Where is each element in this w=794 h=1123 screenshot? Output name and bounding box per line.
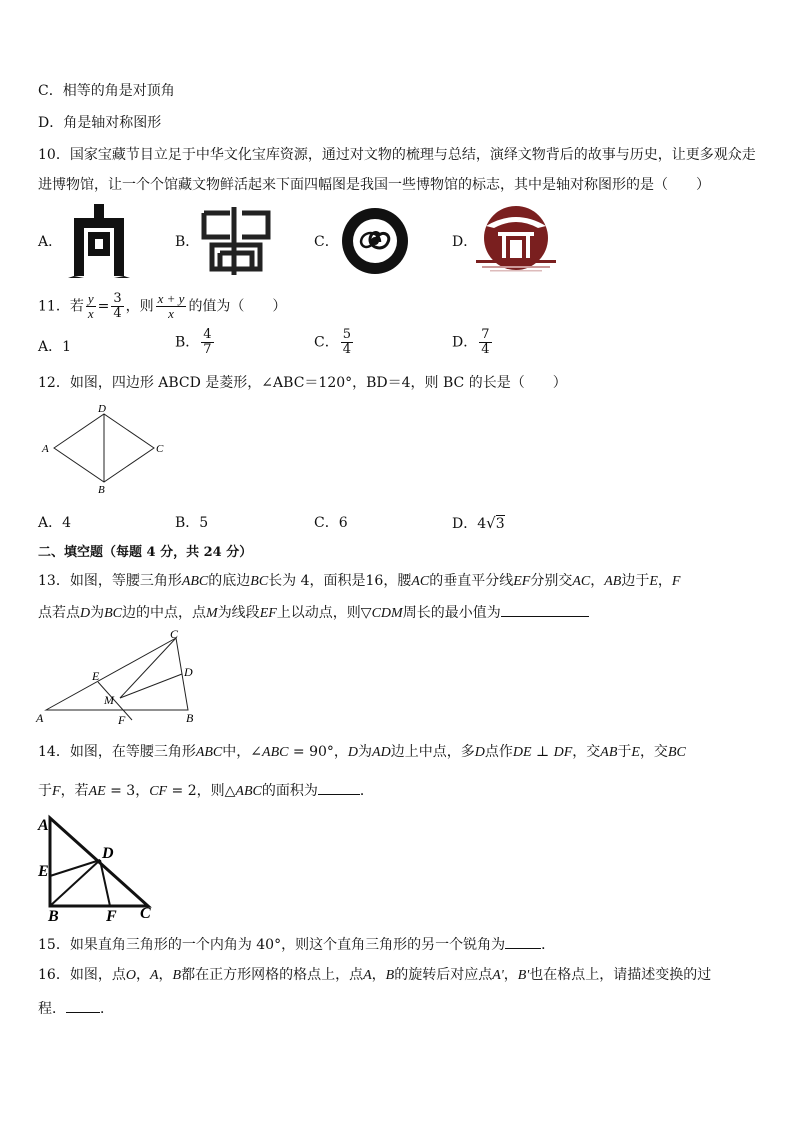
rhombus-label-b: B <box>98 484 105 494</box>
q11-equals: = <box>97 298 110 315</box>
q14-abc3: ABC <box>235 784 262 799</box>
q12-option-d <box>452 514 505 533</box>
q14-t6: 点作 <box>484 744 513 760</box>
q14-df: DF <box>553 745 573 760</box>
q14-t12: = 3， <box>105 783 150 799</box>
q16-c4: ， <box>503 967 518 983</box>
q16-a: A <box>149 968 159 983</box>
q16-c2: ， <box>158 967 173 983</box>
q16-t1: 16．如图，点 <box>38 967 126 983</box>
q11-stem <box>38 292 286 321</box>
q10-stem-line2: 进博物馆，让一个个馆藏文物鲜活起来下面四幅图是我国一些博物馆的标志，其中是轴对称图形的是（ ） <box>38 177 710 193</box>
q13-fig-label-c: C <box>170 628 179 641</box>
q11-option-d-label: D． <box>452 334 478 351</box>
q14-fig-label-b: B <box>48 908 59 922</box>
q13-t2: 的底边 <box>208 573 251 589</box>
q11-frac3-den: x <box>168 306 174 321</box>
q11-option-b <box>175 328 216 357</box>
q13-fig-label-d: D <box>184 665 193 679</box>
q14-t1: 14．如图，在等腰三角形 <box>38 744 196 760</box>
q14-t7: ，交 <box>572 744 601 760</box>
q13-ac: AC <box>411 574 430 589</box>
q14-line2 <box>38 780 374 801</box>
q13-fig-label-e: E <box>92 669 100 683</box>
q13-bc2: BC <box>104 606 123 621</box>
q14-e: E <box>631 745 640 760</box>
q13-line1 <box>38 572 680 591</box>
rhombus-label-d: D <box>98 403 106 415</box>
q11-option-c-num: 5 <box>342 327 351 342</box>
q11-option-d-num: 7 <box>481 327 490 342</box>
q13-answer-blank[interactable] <box>501 602 589 617</box>
q11-frac1 <box>86 292 96 321</box>
q14-t10: 于 <box>38 783 52 799</box>
q14-cf: CF <box>149 784 168 799</box>
q11-suffix: 的值为（ ） <box>188 298 287 315</box>
q14-t2: 中，∠ <box>222 744 263 760</box>
q11-frac1-den: x <box>87 306 94 321</box>
q11-frac1-num: y <box>87 291 94 306</box>
q14-ad: AD <box>372 745 391 760</box>
rhombus-figure <box>38 402 168 494</box>
q12-option-a: A．4 <box>38 515 72 531</box>
q15-answer-blank[interactable] <box>505 934 541 949</box>
q16-t5: 程． <box>38 1001 66 1017</box>
q15-text: 15．如果直角三角形的一个内角为 40°，则这个直角三角形的另一个锐角为 <box>38 937 506 953</box>
q14-fig-label-c: C <box>140 905 151 922</box>
q13-f: F <box>671 574 681 589</box>
q10-label-d: D． <box>452 234 478 250</box>
q13-triangle-figure <box>34 628 204 726</box>
q13-abc: ABC <box>181 574 209 589</box>
q16-c1: ， <box>135 967 150 983</box>
q13-t14: 周长的最小值为 <box>402 605 501 621</box>
q16-b: B <box>172 968 182 983</box>
q13-t9: 点若点 <box>38 605 80 621</box>
q11-frac2-num: 3 <box>113 291 122 306</box>
q10-label-a: A． <box>38 234 63 250</box>
q11-option-c-label: C． <box>314 334 339 351</box>
q13-t3: 长为 4，面积是16，腰 <box>268 573 412 589</box>
q16-b2: B <box>385 968 395 983</box>
logo-c-icon <box>340 206 410 276</box>
logo-d-icon <box>476 204 556 274</box>
q13-fig-label-m: M <box>104 693 114 707</box>
q12-option-c: C．6 <box>314 515 348 531</box>
q14-answer-blank[interactable] <box>318 780 360 795</box>
q16-t2: 都在正方形网格的格点上，点 <box>181 967 364 983</box>
q12-option-b: B．5 <box>175 515 209 531</box>
perpendicular-icon: ⊥ <box>531 744 554 760</box>
q14-fig-label-f: F <box>106 908 117 922</box>
q16-end: ． <box>100 1001 114 1017</box>
q16-line1 <box>38 966 711 985</box>
q11-option-b-label: B． <box>175 334 200 351</box>
q11-frac3 <box>156 292 187 321</box>
q16-c3: ， <box>371 967 386 983</box>
q11-option-d-den: 4 <box>481 342 490 357</box>
rhombus-label-a: A <box>42 443 49 455</box>
logo-a-icon <box>64 202 134 278</box>
q14-t15: ． <box>359 783 374 799</box>
q14-abc: ABC <box>195 745 223 760</box>
q11-option-c-frac <box>341 328 353 357</box>
q14-line1 <box>38 743 686 762</box>
sqrt-icon: √ <box>486 514 496 532</box>
q16-line2 <box>38 998 114 1018</box>
q14-abc2: ABC <box>262 745 289 760</box>
q14-de: DE <box>512 745 532 760</box>
q14-fig-label-a: A <box>38 817 49 834</box>
q14-fig-label-e: E <box>38 863 49 880</box>
q10-label-b: B． <box>175 234 200 250</box>
q11-option-b-den: 7 <box>203 342 212 357</box>
q13-fig-label-f: F <box>118 713 126 726</box>
q14-bc: BC <box>667 745 686 760</box>
q11-option-a: A．1 <box>38 339 72 355</box>
q11-option-d <box>452 328 494 357</box>
q11-frac2 <box>111 292 123 321</box>
q13-t4: 的垂直平分线 <box>429 573 514 589</box>
q14-t5: 边上中点，多 <box>390 744 475 760</box>
q16-aprime: A' <box>492 968 504 983</box>
q14-t4: 为 <box>358 744 373 760</box>
q14-t8: 于 <box>617 744 632 760</box>
q14-f: F <box>52 784 61 799</box>
q16-bprime: B' <box>517 968 530 983</box>
q14-t11: ，若 <box>60 783 89 799</box>
q11-option-b-frac <box>201 328 213 357</box>
q13-ac2: AC <box>572 574 591 589</box>
q13-t5: 分别交 <box>530 573 573 589</box>
q11-option-d-frac <box>479 328 491 357</box>
q12-stem: 12．如图，四边形 ABCD 是菱形，∠ABC＝120°，BD＝4，则 BC 的长是（ ） <box>38 375 567 391</box>
q13-t10: 为 <box>90 605 105 621</box>
q13-line2 <box>38 602 589 623</box>
q12-option-d-radicand: 3 <box>495 516 505 532</box>
q10-stem-line1: 10．国家宝藏节目立足于中华文化宝库资源，通过对文物的梳理与总结，演绎文物背后的故事与历史，让更多观众走 <box>38 147 756 163</box>
q14-t13: = 2，则△ <box>167 783 236 799</box>
q13-e: E <box>649 574 658 589</box>
q11-frac3-num: x + y <box>157 291 185 306</box>
q14-t9: ，交 <box>639 744 668 760</box>
q14-t14: 的面积为 <box>261 783 318 799</box>
q16-o: O <box>125 968 136 983</box>
q13-fig-label-b: B <box>186 711 194 725</box>
q14-d: D <box>347 745 359 760</box>
q16-t3: 的旋转后对应点 <box>394 967 493 983</box>
rhombus-label-c: C <box>156 443 164 455</box>
q13-t7: 边于 <box>621 573 650 589</box>
q14-t3: = 90°， <box>288 744 348 760</box>
q13-ab: AB <box>604 574 622 589</box>
q11-option-c-den: 4 <box>342 342 351 357</box>
q9-option-d: D．角是轴对称图形 <box>38 115 162 131</box>
q13-t11: 边的中点，点 <box>122 605 207 621</box>
q13-t13: 上以动点，则 <box>276 605 361 621</box>
q13-ef2: EF <box>259 606 277 621</box>
q14-triangle-figure <box>36 810 160 922</box>
q11-option-c <box>314 328 355 357</box>
q13-t1: 13．如图，等腰三角形 <box>38 573 182 589</box>
q11-option-b-num: 4 <box>203 327 212 342</box>
q13-t6: ， <box>590 573 605 589</box>
q14-ab: AB <box>600 745 618 760</box>
q13-cdm: CDM <box>371 606 403 621</box>
q13-d: D <box>80 606 91 621</box>
q13-ef: EF <box>513 574 531 589</box>
q13-t8: ， <box>657 573 672 589</box>
q15-line <box>38 934 555 954</box>
q13-m: M <box>206 606 218 621</box>
q13-t12: 为线段 <box>217 605 260 621</box>
q16-answer-blank[interactable] <box>66 998 100 1013</box>
q13-fig-label-a: A <box>36 711 44 725</box>
q16-a2: A <box>363 968 372 983</box>
triangle-symbol-icon: ▽ <box>360 605 372 621</box>
q10-label-c: C． <box>314 234 339 250</box>
q14-d2: D <box>474 745 485 760</box>
q14-ae: AE <box>88 784 106 799</box>
q16-t4: 也在格点上，请描述变换的过 <box>529 967 712 983</box>
q13-bc: BC <box>250 574 269 589</box>
section-fill-blank-title: 二、填空题（每题 4 分，共 24 分） <box>38 545 253 560</box>
q11-frac2-den: 4 <box>113 306 122 321</box>
q15-end: ． <box>541 937 556 953</box>
q11-mid: ，则 <box>125 298 154 315</box>
logo-b-icon <box>200 205 272 277</box>
q12-option-d-label: D．4 <box>452 516 487 532</box>
q14-fig-label-d: D <box>102 845 114 862</box>
q11-prefix: 11．若 <box>38 298 84 315</box>
q9-option-c: C．相等的角是对顶角 <box>38 83 175 99</box>
